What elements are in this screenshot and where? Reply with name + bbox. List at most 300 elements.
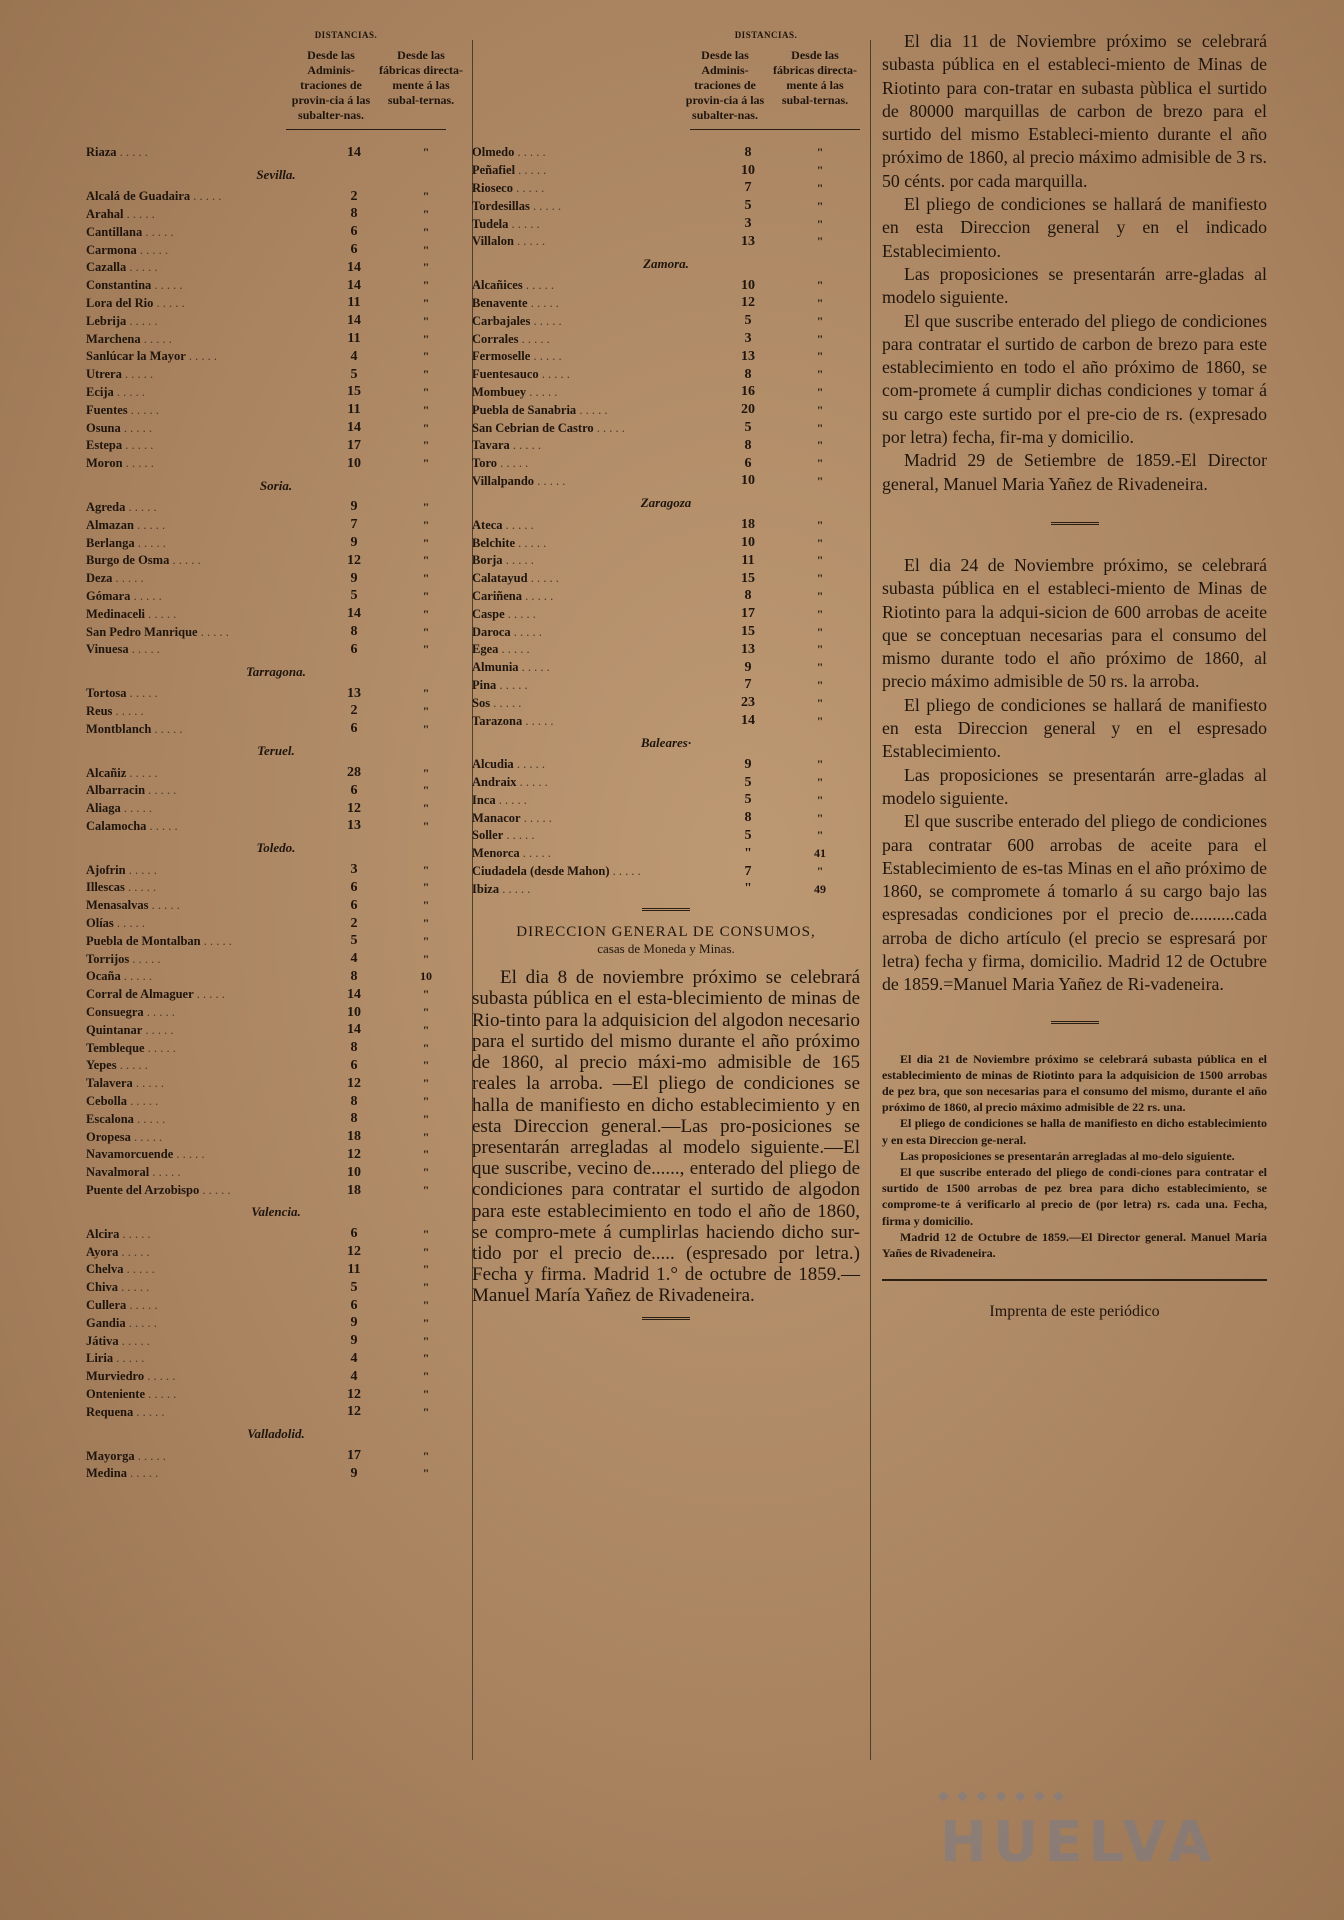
town-name: Fuentes . . (86, 403, 322, 418)
town-name: Liria . . (86, 1351, 322, 1366)
table-row (472, 880, 860, 898)
distance-factory: " (422, 933, 430, 948)
town-name: Constantina . . (86, 278, 322, 293)
distance-admin: 12 (347, 1075, 361, 1091)
table-row (472, 588, 860, 606)
town-name: Utrera . . (86, 367, 322, 382)
distance-factory: 49 (814, 881, 826, 896)
distance-admin: 4 (350, 1368, 358, 1384)
town-name: Illescas . . (86, 880, 322, 895)
distance-admin: 5 (744, 774, 752, 790)
distance-admin: 7 (350, 517, 358, 533)
distance-factory: 41 (814, 846, 826, 861)
table-row (472, 330, 860, 348)
town-name: Olmedo . . (472, 145, 716, 160)
table-row (86, 818, 466, 836)
town-name: Toro . . (472, 456, 716, 471)
distance-admin: 9 (350, 1465, 358, 1481)
distance-factory: " (422, 367, 430, 382)
table-row (86, 1110, 466, 1128)
distance-admin: 9 (350, 570, 358, 586)
distance-admin: " (744, 881, 752, 897)
distance-admin: 8 (350, 968, 358, 984)
table-row (86, 223, 466, 241)
distance-factory: " (816, 757, 824, 772)
distance-admin: 9 (350, 499, 358, 515)
table-row (86, 1447, 466, 1465)
town-name: Onteniente . . (86, 1387, 322, 1402)
town-name: Carbajales . . (472, 314, 716, 329)
table-row (86, 570, 466, 588)
distance-factory: " (422, 1448, 430, 1463)
distance-factory: " (422, 313, 430, 328)
distance-admin: 6 (744, 455, 752, 471)
distance-admin: 14 (347, 144, 361, 160)
distance-admin: 12 (347, 1404, 361, 1420)
town-name: Riaza . . (86, 145, 322, 160)
distance-admin: 14 (347, 1022, 361, 1038)
town-name: Menasalvas . . (86, 898, 322, 913)
town-name: Alcañices . . (472, 278, 716, 293)
distance-factory: " (422, 499, 430, 514)
table-row (86, 1332, 466, 1350)
distance-factory: " (422, 224, 430, 239)
town-name: Ciudadela (desde Mahon) . . (472, 864, 716, 879)
table-row (86, 1386, 466, 1404)
table-row (472, 845, 860, 863)
distance-factory: " (816, 295, 824, 310)
distance-factory: " (422, 331, 430, 346)
town-name: Chiva . . (86, 1280, 322, 1295)
distance-factory: " (816, 553, 824, 568)
table-row (86, 384, 466, 402)
table-row (472, 534, 860, 552)
town-name: Calatayud . . (472, 571, 716, 586)
algodon-notice: El dia 8 de noviembre próximo se celebrará subasta pública en el esta-blecimiento de minas de Rio-tinto para la adquisicion del algodon necesario para el surtido del mismo durante el año próximo de 1860, al precio máxi-mo admisible de 165 reales la arroba. —El pliego de condiciones se halla de manifiesto en dicho establecimiento y en esta Direccion general.—Las pro-posiciones se presentarán arregladas al modelo siguiente.—El que suscribe, vecino de......, enterado del pliego de condiciones para contratar el surtido de algodon para este establecimiento en todo el año de 1860, se compro-mete á cumplirlas haciendo dicho sur-tido por el precio de..... (espresado por letra.) Fecha y firma. Madrid 1.° de octubre de 1859.—Manuel María Yañez de Rivadeneira. (472, 967, 860, 1307)
town-name: Caspe . . (472, 607, 716, 622)
table-row (86, 861, 466, 879)
town-name: Burgo de Osma . . (86, 553, 322, 568)
pez-p5: Madrid 12 de Octubre de 1859.—El Director general. Manuel Maria Yañes de Rivadeneira. (882, 1229, 1267, 1261)
distance-admin: 5 (744, 313, 752, 329)
table-row (86, 1128, 466, 1146)
carbon-notice (882, 30, 1267, 496)
header-col-a: Desde las Adminis-traciones de provin-cia á las subalter-nas. (685, 48, 765, 122)
town-name: Puebla de Montalban . . (86, 934, 322, 949)
table-row (86, 330, 466, 348)
distance-admin: 11 (347, 402, 361, 418)
distance-admin: 5 (350, 933, 358, 949)
town-name: Olías . . (86, 916, 322, 931)
distance-factory: " (422, 1022, 430, 1037)
pez-p2: El pliego de condiciones se halla de manifiesto en dicho establecimiento y en esta Direccion ge-neral. (882, 1116, 1267, 1147)
table-row (86, 1093, 466, 1111)
distance-factory: " (422, 384, 430, 399)
distance-admin: 15 (741, 570, 755, 586)
distance-admin: 14 (347, 259, 361, 275)
header-col-b: Desde las fábricas directa-mente á las subal-ternas. (772, 48, 858, 107)
distance-admin: 18 (347, 1182, 361, 1198)
town-name: Murviedro . . (86, 1369, 322, 1384)
table-row (86, 1368, 466, 1386)
distance-factory: " (422, 1147, 430, 1162)
distance-factory: " (422, 1226, 430, 1241)
separator (1051, 522, 1099, 528)
province-heading: Zamora. (643, 255, 689, 271)
table-row (86, 277, 466, 295)
carbon-p5: Madrid 29 de Setiembre de 1859.-El Director general, Manuel Maria Yañez de Rivadeneira. (882, 450, 1267, 494)
table-row (86, 782, 466, 800)
table-row (472, 295, 860, 313)
town-name: Benavente . . (472, 296, 716, 311)
table-row (86, 605, 466, 623)
table-row (472, 215, 860, 233)
table-row (472, 623, 860, 641)
distance-factory: " (422, 145, 430, 160)
town-name: Rioseco . . (472, 181, 716, 196)
distance-admin: 15 (741, 624, 755, 640)
distance-factory: " (422, 1244, 430, 1259)
distance-admin: 8 (350, 1111, 358, 1127)
distance-admin: 5 (744, 827, 752, 843)
separator (1051, 1021, 1099, 1027)
distance-factory: " (422, 206, 430, 221)
distance-admin: 17 (347, 1448, 361, 1464)
town-name: Sanlúcar la Mayor . . (86, 349, 322, 364)
town-name: Mayorga . . (86, 1449, 322, 1464)
distance-factory: " (816, 402, 824, 417)
middle-column (472, 30, 860, 1333)
table-row (86, 641, 466, 659)
distance-admin: 15 (347, 384, 361, 400)
distance-admin: 5 (350, 366, 358, 382)
table-row (472, 570, 860, 588)
distance-admin: 4 (350, 951, 358, 967)
aceite-notice (882, 554, 1267, 997)
table-row (86, 1261, 466, 1279)
distance-admin: 9 (350, 1333, 358, 1349)
distance-factory: " (816, 571, 824, 586)
town-name: Deza . . (86, 571, 322, 586)
town-name: Puebla de Sanabria . . (472, 403, 716, 418)
distance-factory: " (422, 1280, 430, 1295)
table-row (472, 384, 860, 402)
town-name: Gómara . . (86, 589, 322, 604)
province-heading: Zaragoza (640, 495, 692, 511)
distance-admin: 12 (347, 1146, 361, 1162)
table-row (472, 641, 860, 659)
table-row (86, 401, 466, 419)
distance-factory: " (422, 721, 430, 736)
aceite-p4: El que suscribe enterado del pliego de condiciones para contratar 600 arrobas de aceite para el Establecimiento de es-tas Minas en el año próximo de 1860, se compromete á tomarlo á su cargo bajo las espresadas condiciones por el precio de..........cada arroba de dicho artículo (el precio se espresará por letra) fecha y firma, domicilio. Madrid 12 de Octubre de 1859.=Manuel Maria Yañez de Ri-vadeneira. (882, 811, 1267, 995)
distance-factory: " (422, 456, 430, 471)
pez-p3: Las proposiciones se presentarán arregladas al mo-delo siguiente. (900, 1148, 1235, 1163)
distance-factory: " (816, 517, 824, 532)
distance-factory: " (422, 535, 430, 550)
distance-admin: 2 (350, 188, 358, 204)
town-name: Pina . . (472, 678, 716, 693)
distance-factory: " (422, 402, 430, 417)
town-name: Ibiza . . (472, 882, 716, 897)
table-row (472, 774, 860, 792)
town-name: Cullera . . (86, 1298, 322, 1313)
table-row (472, 437, 860, 455)
town-name: Tavara . . (472, 438, 716, 453)
distance-factory: " (816, 792, 824, 807)
distance-factory: " (422, 571, 430, 586)
watermark-seal: ◆ ◆ ◆ ◆ ◆ ◆ ◆ (938, 1788, 1067, 1804)
town-name: Fuentesauco . . (472, 367, 716, 382)
table-row (86, 1057, 466, 1075)
distance-admin: 23 (741, 695, 755, 711)
town-name: Fermoselle . . (472, 349, 716, 364)
distance-admin: 6 (350, 641, 358, 657)
table-row (472, 197, 860, 215)
distance-factory: " (422, 987, 430, 1002)
table-row (472, 605, 860, 623)
table-row (86, 1164, 466, 1182)
table-body-left (86, 144, 466, 1483)
table-row (86, 437, 466, 455)
distance-admin: 12 (741, 295, 755, 311)
table-row (86, 897, 466, 915)
town-name: Lebrija . . (86, 314, 322, 329)
town-name: Gandia . . (86, 1316, 322, 1331)
table-row (472, 792, 860, 810)
distance-admin: 9 (350, 1315, 358, 1331)
table-row (472, 144, 860, 162)
distance-factory: " (422, 686, 430, 701)
distance-factory: " (422, 553, 430, 568)
distancias-heading: DISTANCIAS. (734, 30, 798, 40)
distance-admin: 12 (347, 1244, 361, 1260)
table-row (472, 366, 860, 384)
province-heading: Soria. (259, 477, 293, 493)
distance-factory: " (422, 1262, 430, 1277)
distance-admin: 14 (741, 713, 755, 728)
table-row (86, 1279, 466, 1297)
distance-admin: 6 (350, 897, 358, 913)
town-name: Belchite . . (472, 536, 716, 551)
table-row (86, 259, 466, 277)
distance-admin: 14 (347, 277, 361, 293)
distance-factory: " (816, 695, 824, 710)
table-row (472, 233, 860, 251)
table-row (86, 188, 466, 206)
table-row (86, 366, 466, 384)
distance-admin: 2 (350, 915, 358, 931)
distance-admin: 13 (741, 233, 755, 249)
distance-factory: " (816, 624, 824, 639)
table-row (86, 1465, 466, 1483)
distance-admin: 8 (350, 1040, 358, 1056)
table-row (86, 1182, 466, 1200)
town-name: Ayora . . (86, 1245, 322, 1260)
distance-factory: " (422, 260, 430, 275)
town-name: Escalona . . (86, 1112, 322, 1127)
town-name: Medina . . (86, 1466, 322, 1481)
distance-factory: " (816, 420, 824, 435)
distance-factory: " (816, 660, 824, 675)
distance-admin: 14 (347, 986, 361, 1002)
distance-factory: " (816, 473, 824, 488)
table-row (86, 1225, 466, 1243)
table-row (86, 764, 466, 782)
distance-admin: 7 (744, 677, 752, 693)
distance-factory: " (422, 1094, 430, 1109)
distance-factory: " (816, 535, 824, 550)
table-row (86, 1075, 466, 1093)
distance-factory: " (816, 278, 824, 293)
distance-admin: 5 (744, 420, 752, 436)
table-row (86, 800, 466, 818)
distance-factory: " (816, 775, 824, 790)
town-name: Ajofrin . . (86, 863, 322, 878)
distance-admin: 9 (744, 659, 752, 675)
town-name: Montblanch . . (86, 722, 322, 737)
town-name: Osuna . . (86, 421, 322, 436)
table-row (86, 1004, 466, 1022)
distance-admin: 14 (347, 313, 361, 329)
town-name: Navamorcuende . . (86, 1147, 322, 1162)
table-row (472, 473, 860, 491)
table-row (86, 348, 466, 366)
town-name: Cazalla . . (86, 260, 322, 275)
distance-factory: " (422, 1315, 430, 1330)
distance-admin: 8 (744, 810, 752, 826)
distance-admin: 3 (744, 216, 752, 232)
table-row (86, 1403, 466, 1421)
distance-factory: " (422, 242, 430, 257)
distance-factory: " (816, 145, 824, 160)
distance-admin: 8 (350, 1093, 358, 1109)
town-name: Daroca . . (472, 625, 716, 640)
town-name: Calamocha . . (86, 819, 322, 834)
distance-factory: " (816, 349, 824, 364)
distance-factory: " (422, 1058, 430, 1073)
distance-admin: 28 (347, 765, 361, 780)
distance-admin: 9 (744, 756, 752, 772)
distance-factory: " (422, 951, 430, 966)
separator (642, 1317, 690, 1323)
distance-admin: 12 (347, 552, 361, 568)
pez-p4: El que suscribe enterado del pliego de condi-ciones para contratar el surtido de 1500 arrobas de pez brea para dicho establecimiento, se comprome-te á verificarlo al precio de (por letra) rs. cada una. Fecha, firma y domicilio. (882, 1165, 1267, 1228)
distance-admin: 10 (347, 1004, 361, 1020)
table-row (472, 809, 860, 827)
table-row (86, 1314, 466, 1332)
distance-factory: " (422, 349, 430, 364)
distance-factory: " (816, 180, 824, 195)
distance-factory: " (422, 278, 430, 293)
distance-factory: " (422, 801, 430, 816)
table-row (472, 401, 860, 419)
town-name: Menorca . . (472, 846, 716, 861)
distance-admin: 5 (744, 198, 752, 214)
table-row (472, 277, 860, 295)
table-row (86, 720, 466, 738)
distance-admin: 16 (741, 384, 755, 400)
province-heading: Teruel. (257, 743, 295, 759)
table-row (86, 499, 466, 517)
distance-admin: 4 (350, 1350, 358, 1366)
table-body-mid (472, 144, 860, 898)
province-heading: Valladolid. (247, 1426, 305, 1442)
distance-factory: " (816, 713, 824, 728)
distance-factory: " (422, 880, 430, 895)
table-row (472, 180, 860, 198)
notice-subtitle: casas de Moneda y Minas. (597, 941, 735, 957)
town-name: Tembleque . . (86, 1041, 322, 1056)
town-name: Medinaceli . . (86, 607, 322, 622)
distance-factory: " (816, 163, 824, 178)
distance-admin: " (744, 845, 752, 861)
distance-admin: 8 (744, 366, 752, 382)
province-heading: Sevilla. (256, 166, 296, 182)
table-row (86, 144, 466, 162)
distance-admin: 6 (350, 224, 358, 240)
distance-factory: " (816, 331, 824, 346)
table-row (472, 455, 860, 473)
town-name: Sos . . (472, 696, 716, 711)
town-name: Quintanar . . (86, 1023, 322, 1038)
pez-p1: El dia 21 de Noviembre próximo se celebrará subasta pública en el establecimiento de minas de Riotinto para la adquisicion de 1500 arrobas de pez bra, que son necesarias para el consumo del mismo, durante el año próximo de 1860, al precio máximo admisible de 22 rs. una. (882, 1051, 1267, 1115)
town-name: Ateca . . (472, 518, 716, 533)
distance-factory: " (816, 828, 824, 843)
distance-admin: 6 (350, 242, 358, 258)
town-name: Egea . . (472, 642, 716, 657)
town-name: Puente del Arzobispo . . (86, 1183, 322, 1198)
table-row (472, 348, 860, 366)
aceite-p2: El pliego de condiciones se hallará de manifiesto en esta Direccion general y en el espresado Establecimiento. (882, 694, 1267, 762)
distance-factory: " (422, 189, 430, 204)
town-name: Cebolla . . (86, 1094, 322, 1109)
town-name: Soller . . (472, 828, 716, 843)
distance-admin: 20 (741, 402, 755, 418)
distance-admin: 3 (744, 331, 752, 347)
distance-factory: " (816, 313, 824, 328)
distance-admin: 8 (744, 144, 752, 160)
town-name: Villalon . . (472, 234, 716, 249)
table-row (472, 419, 860, 437)
town-name: Aliaga . . (86, 801, 322, 816)
table-row (86, 1039, 466, 1057)
distance-admin: 10 (741, 535, 755, 551)
table-row (86, 685, 466, 703)
table-row (86, 879, 466, 897)
distance-factory: " (422, 703, 430, 718)
town-name: Carmona . . (86, 243, 322, 258)
town-name: Alcalá de Guadaira . . (86, 189, 322, 204)
right-column (882, 30, 1267, 1321)
town-name: Talavera . . (86, 1076, 322, 1091)
distance-admin: 4 (350, 348, 358, 364)
aceite-p3: Las proposiciones se presentarán arre-gladas al modelo siguiente. (882, 764, 1267, 808)
distance-admin: 5 (744, 792, 752, 808)
distance-factory: " (422, 420, 430, 435)
header-col-a: Desde las Adminis-traciones de provin-cia á las subalter-nas. (291, 48, 371, 122)
town-name: Alcira . . (86, 1227, 322, 1242)
town-name: Tarazona . . (472, 714, 716, 729)
table-row (86, 932, 466, 950)
distance-admin: 9 (350, 535, 358, 551)
distance-factory: " (816, 198, 824, 213)
town-name: Tordesillas . . (472, 199, 716, 214)
distance-factory: " (422, 1351, 430, 1366)
town-name: Villalpando . . (472, 474, 716, 489)
distance-table-left (86, 30, 466, 1483)
table-row (86, 915, 466, 933)
town-name: Mombuey . . (472, 385, 716, 400)
